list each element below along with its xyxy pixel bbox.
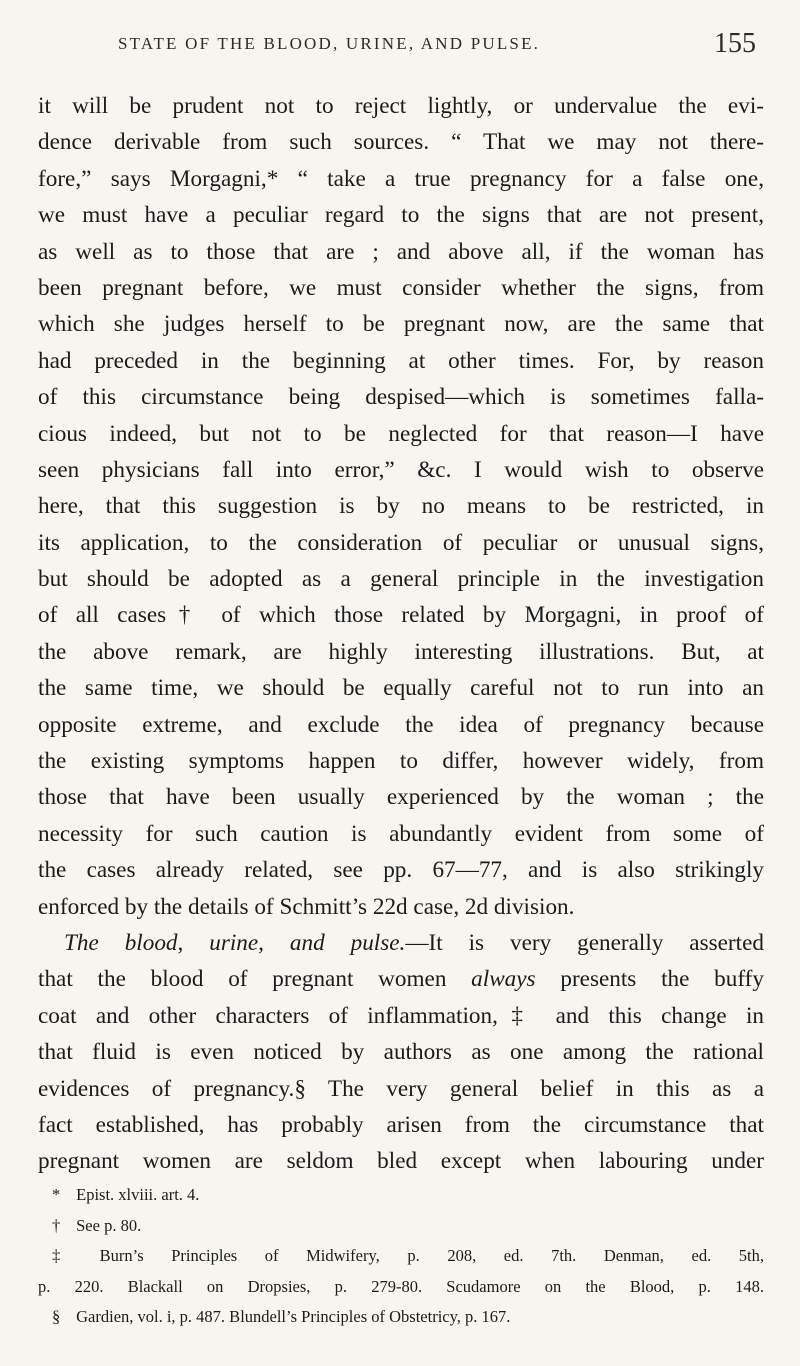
- footnote-marker: †: [52, 1215, 61, 1235]
- text-line: fore,” says Morgagni,* “ take a true pregnancy for a false one,: [38, 165, 764, 192]
- footnote-text: Burn’s Principles of Midwifery, p. 208, ed. 7th. Denman, ed. 5th,: [99, 1246, 765, 1265]
- body-text: [38, 88, 764, 1180]
- text-line: [38, 925, 764, 961]
- text-line: necessity for such caution is abundantly evident from some of: [38, 820, 764, 847]
- text-line: enforced by the details of Schmitt’s 22d case, 2d division.: [38, 893, 575, 920]
- text-line: coat and other characters of inflammation,‡ and this change in: [38, 1002, 764, 1029]
- footnote-text: Epist. xlviii. art. 4.: [76, 1185, 200, 1204]
- footnote-text: Gardien, vol. i, p. 487. Blundell’s Principles of Obstetricy, p. 167.: [76, 1307, 511, 1326]
- footnote-marker: §: [52, 1307, 61, 1326]
- text-line: which she judges herself to be pregnant now, are the same that: [38, 311, 764, 338]
- text-line: of this circumstance being despised—which is sometimes falla-: [38, 384, 764, 411]
- footnote: [38, 1180, 764, 1211]
- text-line: had preceded in the beginning at other times. For, by reason: [38, 347, 764, 374]
- running-head: STATE OF THE BLOOD, URINE, AND PULSE.: [118, 34, 541, 53]
- page-number: 155: [714, 28, 756, 59]
- text-line: but should be adopted as a general principle in the investigation: [38, 566, 764, 593]
- text-line: [38, 961, 764, 997]
- text-line: it will be prudent not to reject lightly, or undervalue the evi-: [38, 93, 764, 119]
- footnote-continuation: [38, 1272, 764, 1303]
- text-span: that the blood of pregnant women: [38, 966, 472, 993]
- footnote-marker: *: [52, 1185, 61, 1204]
- footnote: [38, 1211, 764, 1242]
- text-line: seen physicians fall into error,” &c. I would wish to observe: [38, 456, 764, 483]
- text-line: as well as to those that are ; and above all, if the woman has: [38, 238, 764, 265]
- text-line: the same time, we should be equally careful not to run into an: [38, 675, 764, 702]
- text-line: its application, to the consideration of peculiar or unusual signs,: [38, 529, 764, 556]
- emphasis: always: [471, 966, 536, 993]
- text-line: the above remark, are highly interesting illustrations. But, at: [38, 638, 764, 665]
- text-line: fact established, has probably arisen from the circumstance that: [38, 1111, 764, 1138]
- text-line: here, that this suggestion is by no means to be restricted, in: [38, 493, 764, 520]
- footnote-text: See p. 80.: [76, 1215, 142, 1235]
- footnote-marker: ‡: [52, 1246, 61, 1265]
- text-line: pregnant women are seldom bled except when labouring under: [38, 1148, 764, 1175]
- text-line: evidences of pregnancy.§ The very general belief in this as a: [38, 1075, 764, 1102]
- text-line: cious indeed, but not to be neglected for that reason—I have: [38, 420, 764, 447]
- text-span: —It is very generally asserted: [405, 929, 764, 956]
- text-line: the cases already related, see pp. 67—77, and is also strikingly: [38, 857, 764, 884]
- text-span: presents the buffy: [535, 966, 764, 993]
- text-line: the existing symptoms happen to differ, however widely, from: [38, 748, 764, 775]
- footnote: [38, 1241, 764, 1272]
- text-line: those that have been usually experienced by the woman ; the: [38, 784, 764, 811]
- text-line: dence derivable from such sources. “ That we may not there-: [38, 129, 764, 156]
- page-header: [0, 28, 800, 68]
- footnote: [38, 1302, 764, 1333]
- text-line: we must have a peculiar regard to the signs that are not present,: [38, 202, 764, 229]
- text-line: been pregnant before, we must consider whether the signs, from: [38, 274, 764, 301]
- text-line: of all cases† of which those related by Morgagni, in proof of: [38, 602, 764, 629]
- footnote-text: p. 220. Blackall on Dropsies, p. 279-80. Scudamore on the Blood, p. 148.: [38, 1276, 764, 1296]
- footnotes: [38, 1180, 764, 1333]
- section-run-in-heading: The blood, urine, and pulse.: [64, 929, 406, 956]
- text-line: that fluid is even noticed by authors as one among the rational: [38, 1039, 764, 1066]
- text-line: opposite extreme, and exclude the idea of pregnancy because: [38, 711, 764, 738]
